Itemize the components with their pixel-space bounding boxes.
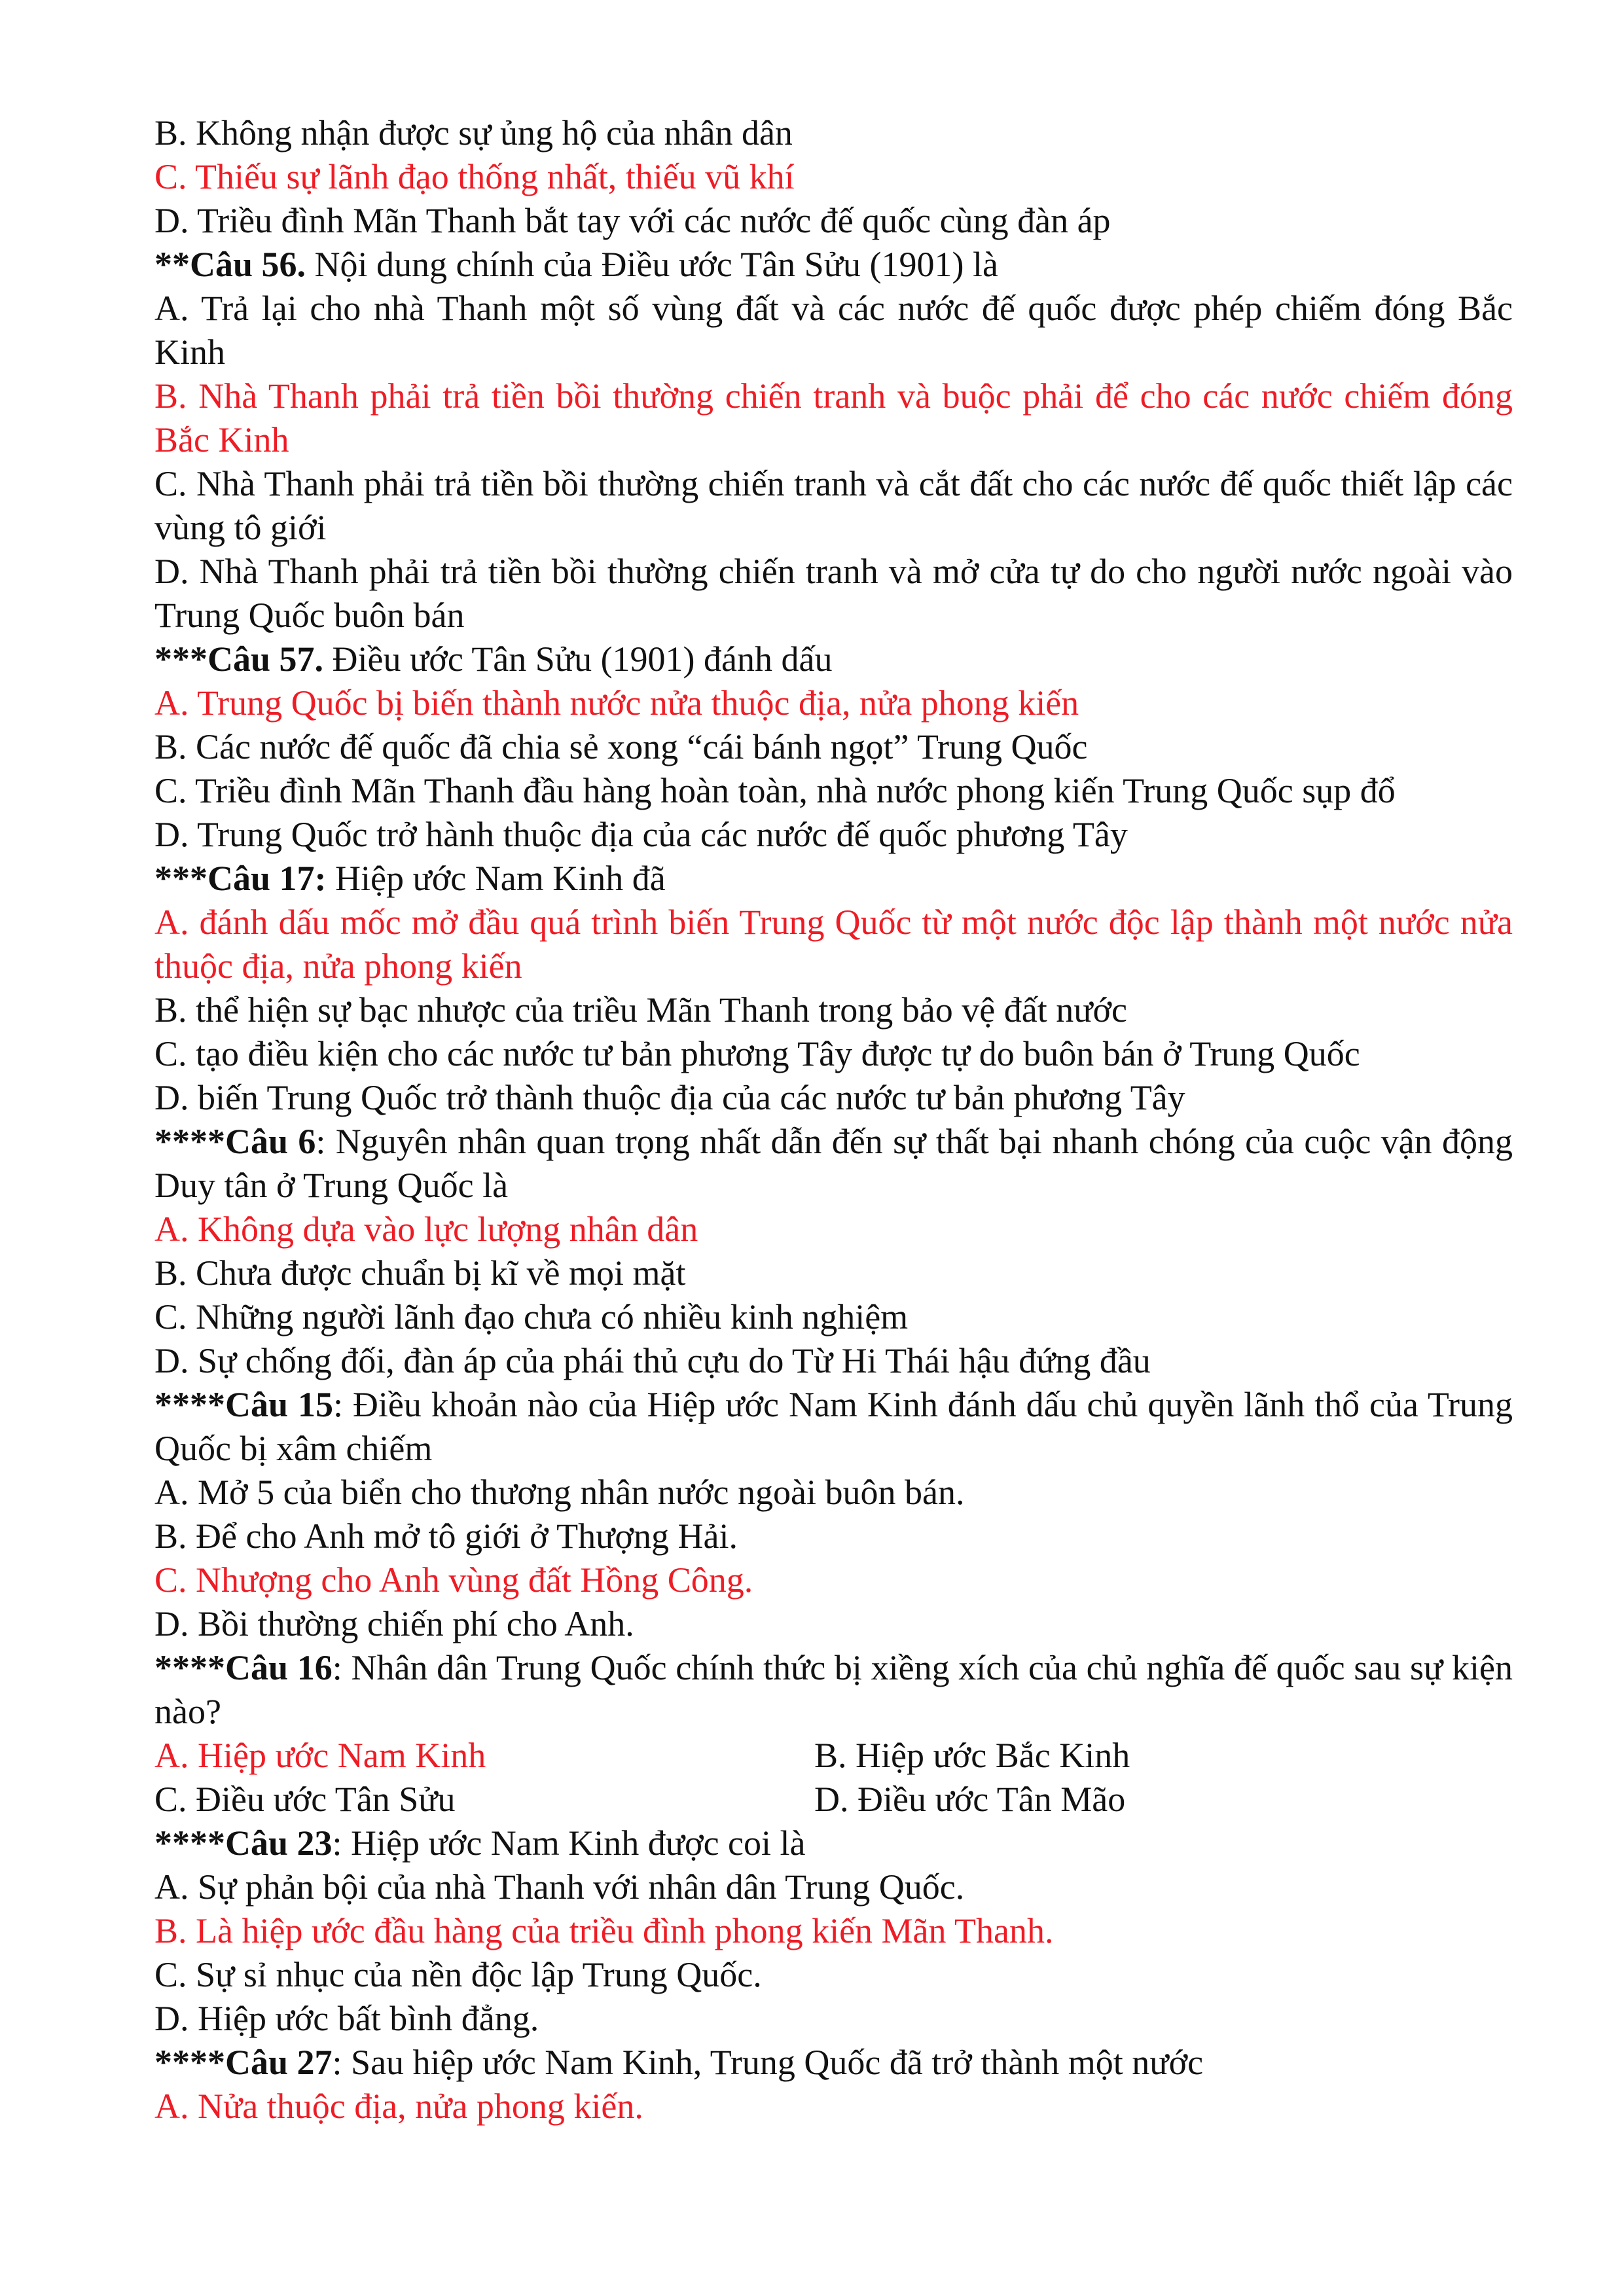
difficulty-stars: **** [154,2043,225,2082]
option-a-correct: A. Hiệp ước Nam Kinh [154,1736,486,1775]
option-d: D. Nhà Thanh phải trả tiền bồi thường chiến tranh và mở cửa tự do cho người nước ngoài vào Trung Quốc buôn bán [154,552,1513,635]
option-b: B. Hiệp ước Bắc Kinh [814,1736,1130,1775]
option-d: D. Trung Quốc trở hành thuộc địa của các nước đế quốc phương Tây [154,815,1128,854]
option-b: B. Các nước đế quốc đã chia sẻ xong “cái bánh ngọt” Trung Quốc [154,727,1088,766]
option-c-correct: C. Thiếu sự lãnh đạo thống nhất, thiếu vũ khí [154,157,795,196]
question-27 [154,2041,1513,2085]
option-c: C. Sự sỉ nhục của nền độc lập Trung Quốc. [154,1955,762,1994]
difficulty-stars: **** [154,1385,225,1424]
difficulty-stars: **** [154,1122,225,1161]
difficulty-stars: *** [154,859,208,898]
option-c: C. Triều đình Mãn Thanh đầu hàng hoàn toàn, nhà nước phong kiến Trung Quốc sụp đổ [154,771,1396,810]
question-text: Điều ước Tân Sửu (1901) đánh dấu [323,639,833,679]
difficulty-stars: ** [154,245,190,284]
question-text: : Sau hiệp ước Nam Kinh, Trung Quốc đã trở thành một nước [332,2043,1204,2082]
option-b: B. Không nhận được sự ủng hộ của nhân dân [154,113,793,152]
option-c-correct: C. Nhượng cho Anh vùng đất Hồng Công. [154,1560,753,1600]
question-6 [154,1120,1513,1208]
option-d: D. Điều ước Tân Mão [814,1780,1126,1819]
question-label: Câu 23 [225,1823,333,1863]
option-b: B. Chưa được chuẩn bị kĩ về mọi mặt [154,1253,686,1293]
difficulty-stars: **** [154,1648,225,1687]
option-d: D. Sự chống đối, đàn áp của phái thủ cựu do Từ Hi Thái hậu đứng đầu [154,1341,1151,1380]
option-a-correct: A. đánh dấu mốc mở đầu quá trình biến Trung Quốc từ một nước độc lập thành một nước nửa thuộc địa, nửa phong kiến [154,903,1513,986]
question-text: : Điều khoản nào của Hiệp ước Nam Kinh đánh dấu chủ quyền lãnh thổ của Trung Quốc bị xâm chiếm [154,1385,1513,1468]
option-c: C. Điều ước Tân Sửu [154,1780,456,1819]
question-16 [154,1646,1513,1734]
option-c: C. Nhà Thanh phải trả tiền bồi thường chiến tranh và cắt đất cho các nước đế quốc thiết lập các vùng tô giới [154,464,1513,547]
question-56 [154,243,1513,287]
option-c: C. tạo điều kiện cho các nước tư bản phương Tây được tự do buôn bán ở Trung Quốc [154,1034,1360,1073]
question-text: Hiệp ước Nam Kinh đã [326,859,666,898]
question-label: Câu 17: [208,859,327,898]
question-23 [154,1821,1513,1865]
question-label: Câu 27 [225,2043,333,2082]
option-a-correct: A. Trung Quốc bị biến thành nước nửa thuộc địa, nửa phong kiến [154,683,1079,723]
option-a-correct: A. Nửa thuộc địa, nửa phong kiến. [154,2087,643,2126]
option-c: C. Những người lãnh đạo chưa có nhiều kinh nghiệm [154,1297,909,1336]
option-a-correct: A. Không dựa vào lực lượng nhân dân [154,1210,698,1249]
question-text: : Nguyên nhân quan trọng nhất dẫn đến sự thất bại nhanh chóng của cuộc vận động Duy tân ở Trung Quốc là [154,1122,1513,1205]
option-d: D. Triều đình Mãn Thanh bắt tay với các nước đế quốc cùng đàn áp [154,201,1111,240]
question-label: Câu 56. [190,245,306,284]
question-label: Câu 15 [225,1385,333,1424]
question-text: Nội dung chính của Điều ước Tân Sửu (1901) là [306,245,998,284]
question-17 [154,857,1513,901]
option-b-correct: B. Là hiệp ước đầu hàng của triều đình phong kiến Mãn Thanh. [154,1911,1054,1950]
option-d: D. Hiệp ước bất bình đẳng. [154,1999,539,2038]
difficulty-stars: **** [154,1823,225,1863]
question-text: : Hiệp ước Nam Kinh được coi là [332,1823,806,1863]
option-a: A. Trả lại cho nhà Thanh một số vùng đất và các nước đế quốc được phép chiếm đóng Bắc Kinh [154,289,1513,372]
difficulty-stars: *** [154,639,208,679]
option-a: A. Sự phản bội của nhà Thanh với nhân dân Trung Quốc. [154,1867,965,1907]
option-d: D. biến Trung Quốc trở thành thuộc địa của các nước tư bản phương Tây [154,1078,1185,1117]
options-row-1 [154,1734,1513,1778]
options-row-2 [154,1778,1513,1821]
option-d: D. Bồi thường chiến phí cho Anh. [154,1604,634,1643]
question-57 [154,637,1513,681]
question-label: Câu 57. [208,639,324,679]
question-label: Câu 6 [225,1122,316,1161]
question-15 [154,1383,1513,1471]
option-b: B. Để cho Anh mở tô giới ở Thượng Hải. [154,1516,738,1556]
question-text: : Nhân dân Trung Quốc chính thức bị xiềng xích của chủ nghĩa đế quốc sau sự kiện nào? [154,1648,1513,1731]
option-b-correct: B. Nhà Thanh phải trả tiền bồi thường chiến tranh và buộc phải để cho các nước chiếm đóng Bắc Kinh [154,376,1513,459]
option-b: B. thể hiện sự bạc nhược của triều Mãn Thanh trong bảo vệ đất nước [154,990,1128,1030]
option-a: A. Mở 5 của biển cho thương nhân nước ngoài buôn bán. [154,1473,965,1512]
question-label: Câu 16 [225,1648,333,1687]
